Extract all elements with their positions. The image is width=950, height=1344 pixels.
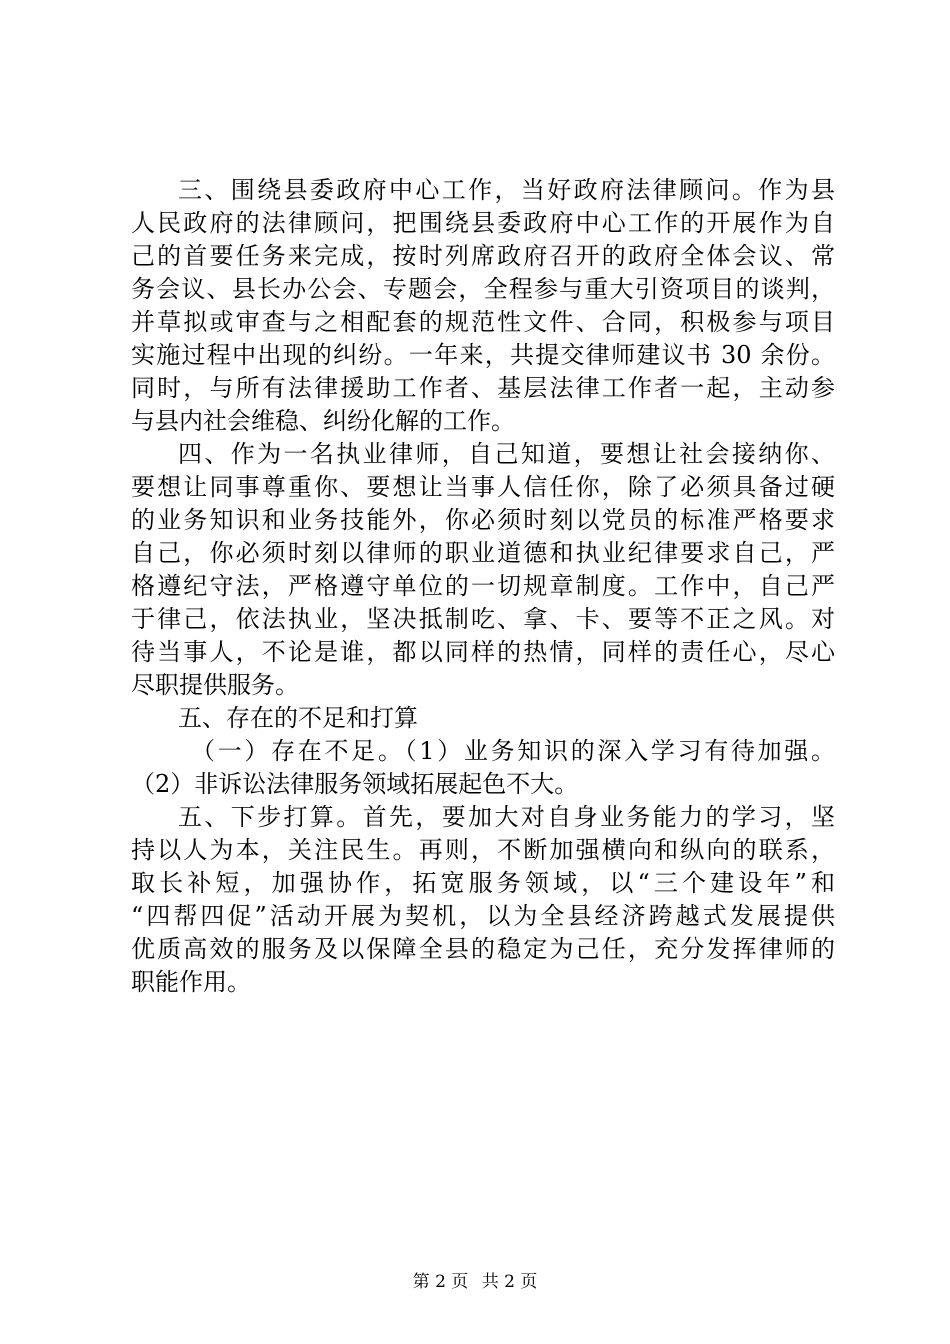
paragraph-3-line-1: 三、围绕县委政府中心工作，当好政府法律顾问。作为县 bbox=[178, 176, 835, 204]
next-steps-line-6: 职能作用。 bbox=[131, 968, 251, 996]
paragraph-3-line-5: 并草拟或审查与之相配套的规范性文件、合同，积极参与项目 bbox=[131, 308, 835, 336]
paragraph-4-line-6: 于律己，依法执业，坚决抵制吃、拿、卡、要等不正之风。对 bbox=[131, 605, 835, 633]
paragraph-3-line-2: 人民政府的法律顾问，把围绕县委政府中心工作的开展作为自 bbox=[131, 209, 835, 237]
paragraph-4-line-5: 格遵纪守法，严格遵守单位的一切规章制度。工作中，自己严 bbox=[131, 572, 835, 600]
paragraph-4-line-4: 自己，你必须时刻以律师的职业道德和执业纪律要求自己，严 bbox=[131, 539, 835, 567]
document-body bbox=[131, 174, 835, 999]
page-number-current: 第 2 页 bbox=[412, 1272, 469, 1292]
section-5-heading: 五、存在的不足和打算 bbox=[178, 704, 418, 732]
shortcomings-line-1: （一）存在不足。（1）业务知识的深入学习有待加强。 bbox=[191, 737, 835, 765]
next-steps-line-3: 取长补短，加强协作，拓宽服务领域，以“三个建设年”和 bbox=[131, 869, 835, 897]
paragraph-3-line-3: 己的首要任务来完成，按时列席政府召开的政府全体会议、常 bbox=[131, 242, 835, 270]
paragraph-4-line-2: 要想让同事尊重你、要想让当事人信任你，除了必须具备过硬 bbox=[131, 473, 835, 501]
paragraph-3-line-4: 务会议、县长办公会、专题会，全程参与重大引资项目的谈判， bbox=[131, 275, 835, 303]
paragraph-4-line-1: 四、作为一名执业律师，自己知道，要想让社会接纳你、 bbox=[178, 440, 835, 468]
page-number-total: 共 2 页 bbox=[481, 1272, 538, 1292]
shortcomings-line-2: （2）非诉讼法律服务领域拓展起色不大。 bbox=[131, 770, 579, 798]
paragraph-3-line-7: 同时，与所有法律援助工作者、基层法律工作者一起，主动参 bbox=[131, 374, 835, 402]
paragraph-4-line-3: 的业务知识和业务技能外，你必须时刻以党员的标准严格要求 bbox=[131, 506, 835, 534]
paragraph-3-line-6: 实施过程中出现的纠纷。一年来，共提交律师建议书 30 余份。 bbox=[131, 341, 835, 369]
next-steps-line-2: 持以人为本，关注民生。再则，不断加强横向和纵向的联系， bbox=[131, 836, 835, 864]
paragraph-4-line-7: 待当事人，不论是谁，都以同样的热情，同样的责任心，尽心 bbox=[131, 638, 835, 666]
page-footer bbox=[0, 1272, 950, 1292]
next-steps-line-5: 优质高效的服务及以保障全县的稳定为己任，充分发挥律师的 bbox=[131, 935, 835, 963]
next-steps-line-4: “四帮四促”活动开展为契机，以为全县经济跨越式发展提供 bbox=[131, 902, 835, 930]
next-steps-line-1: 五、下步打算。首先，要加大对自身业务能力的学习，坚 bbox=[178, 803, 835, 831]
paragraph-4-line-8: 尽职提供服务。 bbox=[131, 671, 299, 699]
paragraph-3-line-8: 与县内社会维稳、纠纷化解的工作。 bbox=[131, 407, 515, 435]
